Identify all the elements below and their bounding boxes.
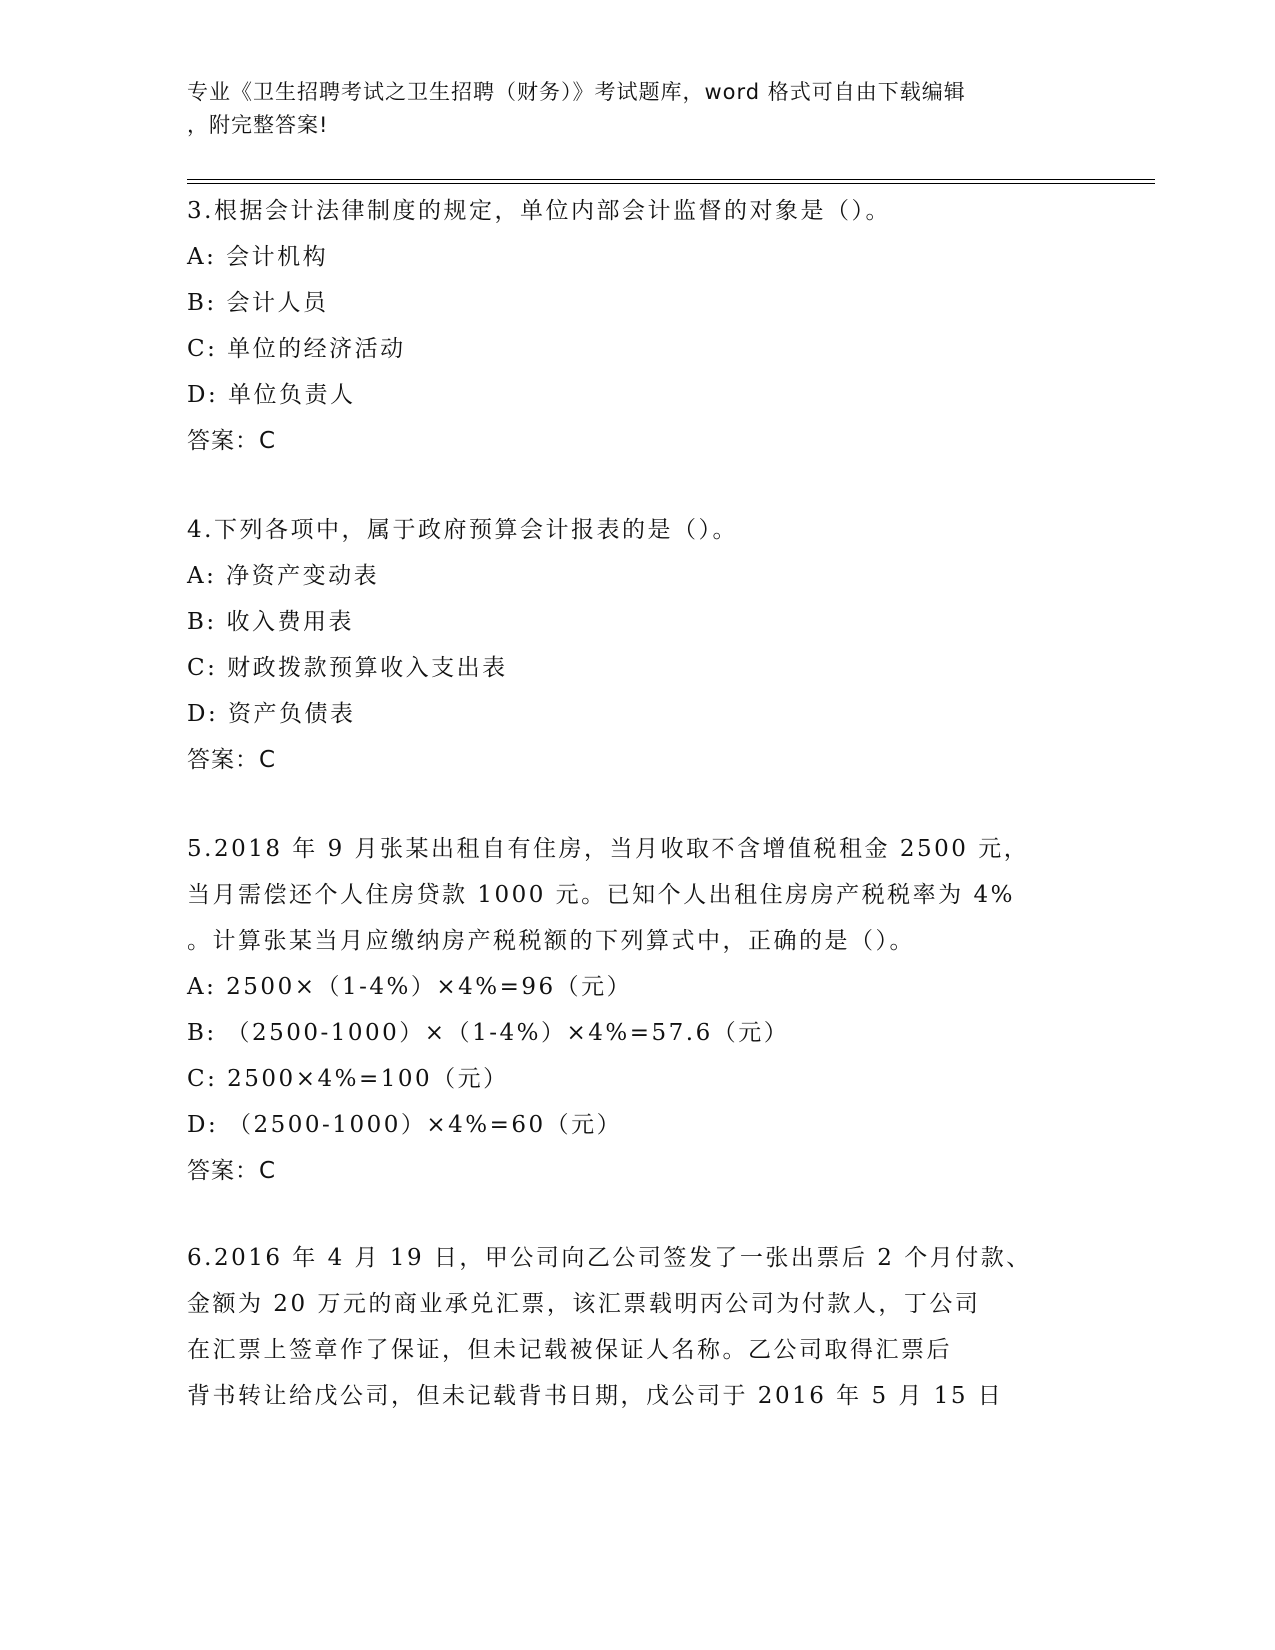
question-5-option-b: B: （2500-1000）×（1-4%）×4%=57.6（元） [187,1020,790,1046]
question-3 [187,188,1087,464]
question-4-option-b: B: 收入费用表 [187,609,354,635]
question-3-text: 3.根据会计法律制度的规定，单位内部会计监督的对象是（）。 [187,198,891,224]
question-5-text-line-2: 当月需偿还个人住房贷款 1000 元。已知个人出租住房房产税税率为 4% [187,882,1015,908]
question-4 [187,507,1087,783]
question-4-option-a: A: 净资产变动表 [187,563,380,589]
header-divider-top [187,179,1155,180]
question-3-option-b: B: 会计人员 [187,290,329,316]
question-3-answer: 答案：C [187,428,277,454]
header-line-2: ，附完整答案! [187,113,329,137]
question-3-option-c: C: 单位的经济活动 [187,336,406,362]
header-line-1: 专业《卫生招聘考试之卫生招聘（财务）》考试题库，word 格式可自由下载编辑 [187,80,966,104]
question-5-option-a: A: 2500×（1-4%）×4%=96（元） [187,974,633,1000]
question-6-text-line-3: 在汇票上签章作了保证，但未记载被保证人名称。乙公司取得汇票后 [187,1337,952,1363]
question-4-option-c: C: 财政拨款预算收入支出表 [187,655,508,681]
question-5 [187,826,1087,1194]
question-6 [187,1235,1087,1419]
document-header [187,76,1087,142]
question-6-text-line-1: 6.2016 年 4 月 19 日，甲公司向乙公司签发了一张出票后 2 个月付款、 [187,1245,1032,1271]
question-5-text-line-1: 5.2018 年 9 月张某出租自有住房，当月收取不含增值税租金 2500 元， [187,836,1030,862]
question-5-text-line-3: 。计算张某当月应缴纳房产税税额的下列算式中，正确的是（）。 [187,928,915,954]
question-5-option-d: D: （2500-1000）×4%=60（元） [187,1112,623,1138]
header-divider-bottom [187,183,1155,184]
question-4-answer: 答案：C [187,747,277,773]
question-5-answer: 答案：C [187,1158,277,1184]
question-4-text: 4.下列各项中，属于政府预算会计报表的是（）。 [187,517,738,543]
question-4-option-d: D: 资产负债表 [187,701,356,727]
question-3-option-a: A: 会计机构 [187,244,329,270]
question-6-text-line-4: 背书转让给戊公司，但未记载背书日期，戊公司于 2016 年 5 月 15 日 [187,1383,1004,1409]
question-5-option-c: C: 2500×4%=100（元） [187,1066,509,1092]
question-6-text-line-2: 金额为 20 万元的商业承兑汇票，该汇票载明丙公司为付款人，丁公司 [187,1291,981,1317]
question-3-option-d: D: 单位负责人 [187,382,356,408]
